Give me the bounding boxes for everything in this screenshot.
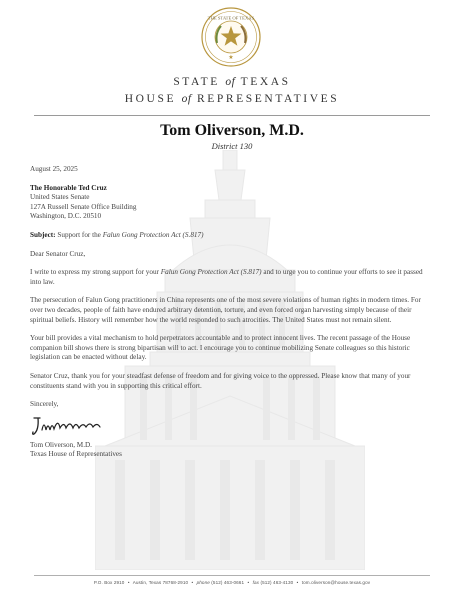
paragraph-4: Senator Cruz, thank you for your steadfast defense of freedom and for giving voice to the oppressed. Please know that many of your constituents stand with you in supporting this critical effort. — [30, 371, 411, 390]
recipient-org: United States Senate — [30, 193, 90, 202]
recipient-block — [30, 184, 435, 222]
svg-text:THE STATE OF TEXAS: THE STATE OF TEXAS — [207, 15, 255, 21]
footer-email[interactable]: tom.oliverson@house.texas.gov — [301, 580, 371, 585]
svg-text:★: ★ — [228, 55, 234, 61]
house-heading: HOUSE of REPRESENTATIVES — [124, 93, 340, 105]
sender-district: District 130 — [211, 141, 253, 151]
footer-fax: (512) 463-4130 — [260, 580, 294, 585]
letter-body — [30, 165, 435, 460]
footer-po-box: P.O. Box 2910 — [93, 580, 125, 585]
subject-text: Support for the — [57, 230, 101, 239]
footer-divider — [34, 575, 430, 576]
handwritten-signature — [30, 412, 140, 438]
footer-contact: P.O. Box 2910 • Austin, Texas 78768-2910 • phone (512) 463-0661 • fax (512) 463-4130 • tom.oliverson@house.texas.gov — [93, 580, 371, 585]
signer-title: Texas House of Representatives — [30, 450, 122, 459]
paragraph-2: The persecution of Falun Gong practitioners in China represents one of the most severe violations of human rights in modern times. For over two decades, people of faith have endured arbitrary detention, torture, and even forced organ harvesting simply because of their spiritual beliefs. History will remember how the world responded to such atrocities. The United States must not remain silent. — [30, 296, 421, 324]
header-divider — [34, 115, 430, 116]
paragraph-1: I write to express my strong support for your Falun Gong Protection Act (S.817) and to urge you to continue your efforts to see it passed into law. — [30, 268, 423, 286]
footer-city: Austin, Texas 78768-2910 — [132, 580, 189, 585]
recipient-address-line-1: 127A Russell Senate Office Building — [30, 202, 137, 211]
paragraph-3: Your bill provides a vital mechanism to hold perpetrators accountable and to protect innocent lives. The recent passage of the House companion bill shows there is strong bipartisan will to act. I encourage you to continue mobilizing Senate colleagues so this historic legislation can be enacted without delay. — [30, 334, 411, 362]
footer-phone: (512) 463-0661 — [211, 580, 245, 585]
texas-seal-icon — [201, 7, 261, 67]
sender-name: Tom Oliverson, M.D. — [160, 122, 304, 139]
subject-act: Falun Gong Protection Act (S.817) — [102, 230, 204, 239]
subject-line — [30, 231, 435, 241]
state-of-texas-heading: STATE of TEXAS — [173, 76, 291, 88]
signer-name: Tom Oliverson, M.D. — [30, 440, 92, 449]
subject-label: Subject: — [30, 230, 56, 239]
closing: Sincerely, — [30, 400, 59, 409]
letter-date: August 25, 2025 — [30, 165, 78, 173]
recipient-address-line-2: Washington, D.C. 20510 — [30, 212, 102, 221]
recipient-name: The Honorable Ted Cruz — [30, 183, 107, 192]
salutation: Dear Senator Cruz, — [30, 249, 86, 258]
